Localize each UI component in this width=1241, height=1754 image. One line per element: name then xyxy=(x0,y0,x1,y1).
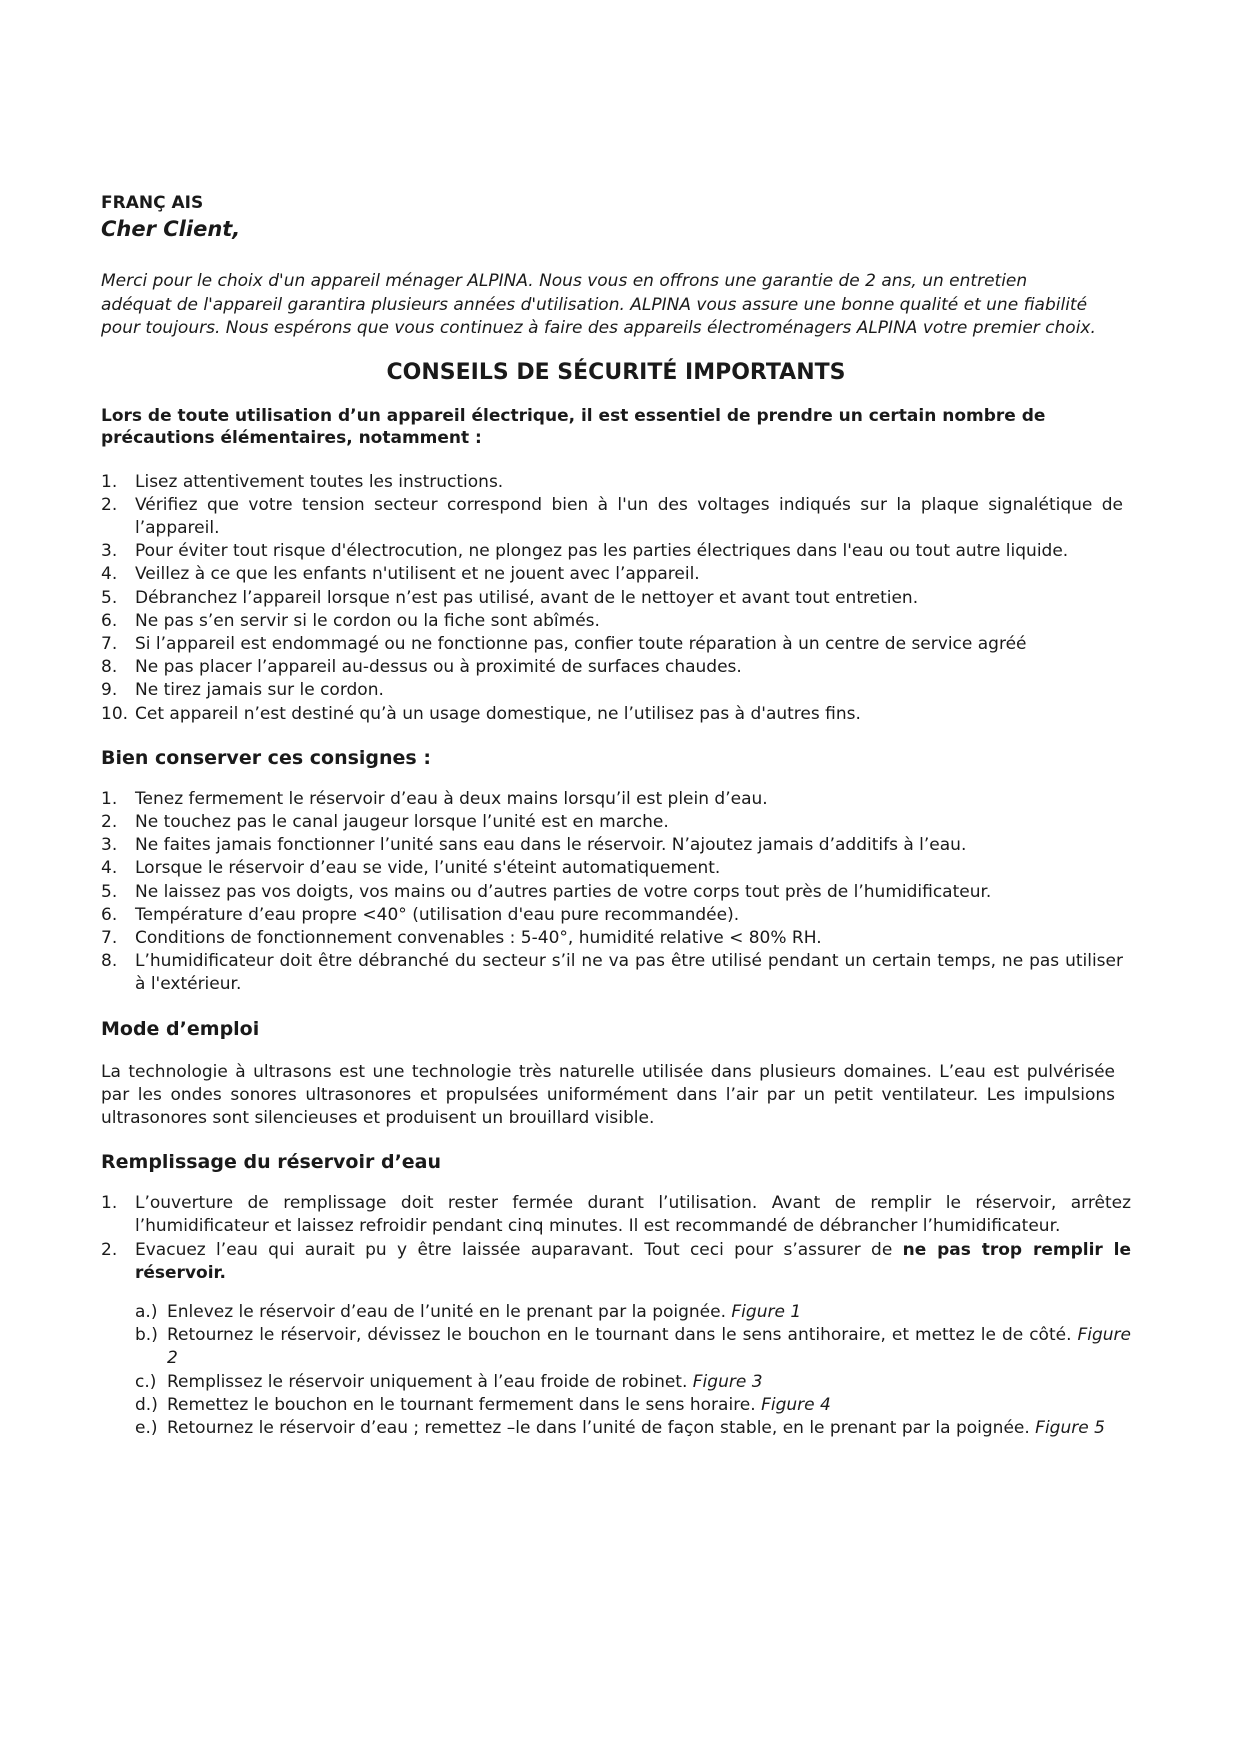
item-number: 8. xyxy=(101,951,118,972)
list-item xyxy=(101,679,1123,702)
item-number: 2. xyxy=(101,494,118,515)
document-page xyxy=(101,192,1131,1440)
item-number: 5. xyxy=(101,587,118,608)
item-text: L’humidificateur doit être débranché du secteur s’il ne va pas être utilisé pendant un certain temps, ne pas utiliser à l'extérieur. xyxy=(135,951,1123,995)
item-number: 10. xyxy=(101,703,129,724)
list-item xyxy=(101,904,1123,927)
figure-reference: Figure 4 xyxy=(761,1394,831,1415)
mode-title: Mode d’emploi xyxy=(101,1017,260,1040)
safety-lead: Lors de toute utilisation d’un appareil électrique, il est essentiel de prendre un certain nombre de précautions élémentaires, notamment : xyxy=(101,405,1046,448)
list-item xyxy=(101,703,1123,726)
item-text: Lorsque le réservoir d’eau se vide, l’unité s'éteint automatiquement. xyxy=(135,858,721,879)
fill-steps xyxy=(135,1301,1131,1440)
item-text: Conditions de fonctionnement convenables : 5-40°, humidité relative < 80% RH. xyxy=(135,927,822,948)
figure-reference: Figure 3 xyxy=(692,1371,763,1392)
greeting: Cher Client, xyxy=(101,217,241,241)
item-number: 1. xyxy=(101,1193,118,1214)
item-number: 1. xyxy=(101,788,118,809)
language-heading: FRANÇ AIS xyxy=(101,193,204,213)
item-number: 8. xyxy=(101,657,118,678)
item-number: 9. xyxy=(101,680,118,701)
item-text: Lisez attentivement toutes les instructions. xyxy=(135,471,504,492)
keep-title: Bien conserver ces consignes : xyxy=(101,746,431,769)
step-letter: b.) xyxy=(135,1325,158,1346)
item-number: 2. xyxy=(101,811,118,832)
item-number: 3. xyxy=(101,541,118,562)
list-item xyxy=(101,587,1123,610)
step-item xyxy=(135,1324,1131,1370)
item-text: Si l’appareil est endommagé ou ne fonctionne pas, confier toute réparation à un centre de service agréé xyxy=(135,633,1027,654)
item-number: 4. xyxy=(101,858,118,879)
step-text: Enlevez le réservoir d’eau de l’unité en le prenant par la poignée. xyxy=(167,1301,732,1322)
item-text: Ne tirez jamais sur le cordon. xyxy=(135,680,384,701)
figure-reference: Figure 5 xyxy=(1035,1418,1105,1438)
step-text: Remplissez le réservoir uniquement à l’eau froide de robinet. xyxy=(167,1371,693,1392)
safety-list xyxy=(101,471,1123,726)
mode-paragraph: La technologie à ultrasons est une technologie très naturelle utilisée dans plusieurs domaines. L’eau est pulvérisée par les ondes sonores ultrasonores et propulsées uniformément dans l’air par un petit ventilateur. Les impulsions ultrasonores sont silencieuses et produisent un brouillard visible. xyxy=(101,1061,1115,1128)
keep-list xyxy=(101,788,1123,997)
list-item xyxy=(101,834,1123,857)
step-text: Retournez le réservoir d’eau ; remettez –le dans l’unité de façon stable, en le prenant par la poignée. xyxy=(167,1418,1036,1438)
item-number: 5. xyxy=(101,881,118,902)
intro-paragraph: Merci pour le choix d'un appareil ménager ALPINA. Nous vous en offrons une garantie de 2 ans, un entretien adéquat de l'appareil garantira plusieurs années d'utilisation. ALPINA vous assure une bonne qualité et une fiabilité pour toujours. Nous espérons que vous continuez à faire des appareils électroménagers ALPINA votre premier choix. xyxy=(101,271,1096,338)
list-item xyxy=(101,927,1123,950)
item-number: 7. xyxy=(101,927,118,948)
item-text: Ne pas placer l’appareil au-dessus ou à proximité de surfaces chaudes. xyxy=(135,657,742,678)
figure-reference: Figure 1 xyxy=(731,1301,802,1322)
item-text: Température d’eau propre <40° (utilisation d'eau pure recommandée). xyxy=(135,904,740,925)
list-item xyxy=(101,563,1123,586)
item-text: Ne laissez pas vos doigts, vos mains ou d’autres parties de votre corps tout près de l’humidificateur. xyxy=(135,881,992,902)
item-text: Cet appareil n’est destiné qu’à un usage domestique, ne l’utilisez pas à d'autres fins. xyxy=(135,703,861,724)
item-text: Tenez fermement le réservoir d’eau à deux mains lorsqu’il est plein d’eau. xyxy=(135,788,768,809)
step-item xyxy=(135,1371,1131,1394)
list-item xyxy=(101,857,1123,880)
list-item xyxy=(101,1192,1131,1238)
list-item xyxy=(101,471,1123,494)
list-item xyxy=(101,610,1123,633)
list-item xyxy=(101,656,1123,679)
item-number: 6. xyxy=(101,904,118,925)
step-text: Retournez le réservoir, dévissez le bouchon en le tournant dans le sens antihoraire, et mettez le de côté. xyxy=(167,1325,1078,1346)
step-letter: c.) xyxy=(135,1371,157,1392)
item-text: Ne pas s’en servir si le cordon ou la fiche sont abîmés. xyxy=(135,610,600,631)
step-text: Remettez le bouchon en le tournant fermement dans le sens horaire. xyxy=(167,1394,762,1415)
list-item xyxy=(101,494,1123,540)
item-number: 4. xyxy=(101,564,118,585)
item-number: 6. xyxy=(101,610,118,631)
step-item xyxy=(135,1417,1131,1440)
list-item xyxy=(101,633,1123,656)
figure-reference: Figure 2 xyxy=(167,1325,1131,1369)
fill-title: Remplissage du réservoir d’eau xyxy=(101,1151,442,1174)
item-number: 3. xyxy=(101,835,118,856)
step-item xyxy=(135,1394,1131,1417)
item-text: Ne faites jamais fonctionner l’unité sans eau dans le réservoir. N’ajoutez jamais d’additifs à l’eau. xyxy=(135,835,967,856)
item-text: Veillez à ce que les enfants n'utilisent et ne jouent avec l’appareil. xyxy=(135,564,700,585)
fill-list xyxy=(101,1192,1131,1440)
list-item xyxy=(101,540,1123,563)
list-item xyxy=(101,1239,1131,1441)
list-item xyxy=(101,950,1123,996)
list-item xyxy=(101,788,1123,811)
item-text: Débranchez l’appareil lorsque n’est pas utilisé, avant de le nettoyer et avant tout entretien. xyxy=(135,587,919,608)
item-number: 7. xyxy=(101,633,118,654)
list-item xyxy=(101,881,1123,904)
step-item xyxy=(135,1301,1131,1324)
item-text: Ne touchez pas le canal jaugeur lorsque l’unité est en marche. xyxy=(135,811,669,832)
step-letter: d.) xyxy=(135,1394,158,1415)
item-text: L’ouverture de remplissage doit rester fermée durant l’utilisation. Avant de remplir le réservoir, arrêtez l’humidificateur et laissez refroidir pendant cinq minutes. Il est recommandé de débrancher l’humidificateur. xyxy=(135,1193,1131,1237)
step-letter: e.) xyxy=(135,1418,158,1438)
item-text: Vérifiez que votre tension secteur correspond bien à l'un des voltages indiqués sur la plaque signalétique de l’appareil. xyxy=(135,494,1123,538)
safety-title: CONSEILS DE SÉCURITÉ IMPORTANTS xyxy=(386,359,846,385)
step-letter: a.) xyxy=(135,1301,158,1322)
item-bold-text: ne pas trop remplir le réservoir. xyxy=(135,1239,1131,1283)
item-number: 2. xyxy=(101,1239,118,1260)
item-text: Evacuez l’eau qui aurait pu y être laissée auparavant. Tout ceci pour s’assurer de xyxy=(135,1239,903,1260)
item-number: 1. xyxy=(101,471,118,492)
list-item xyxy=(101,811,1123,834)
item-text: Pour éviter tout risque d'électrocution, ne plongez pas les parties électriques dans l'eau ou tout autre liquide. xyxy=(135,541,1069,562)
